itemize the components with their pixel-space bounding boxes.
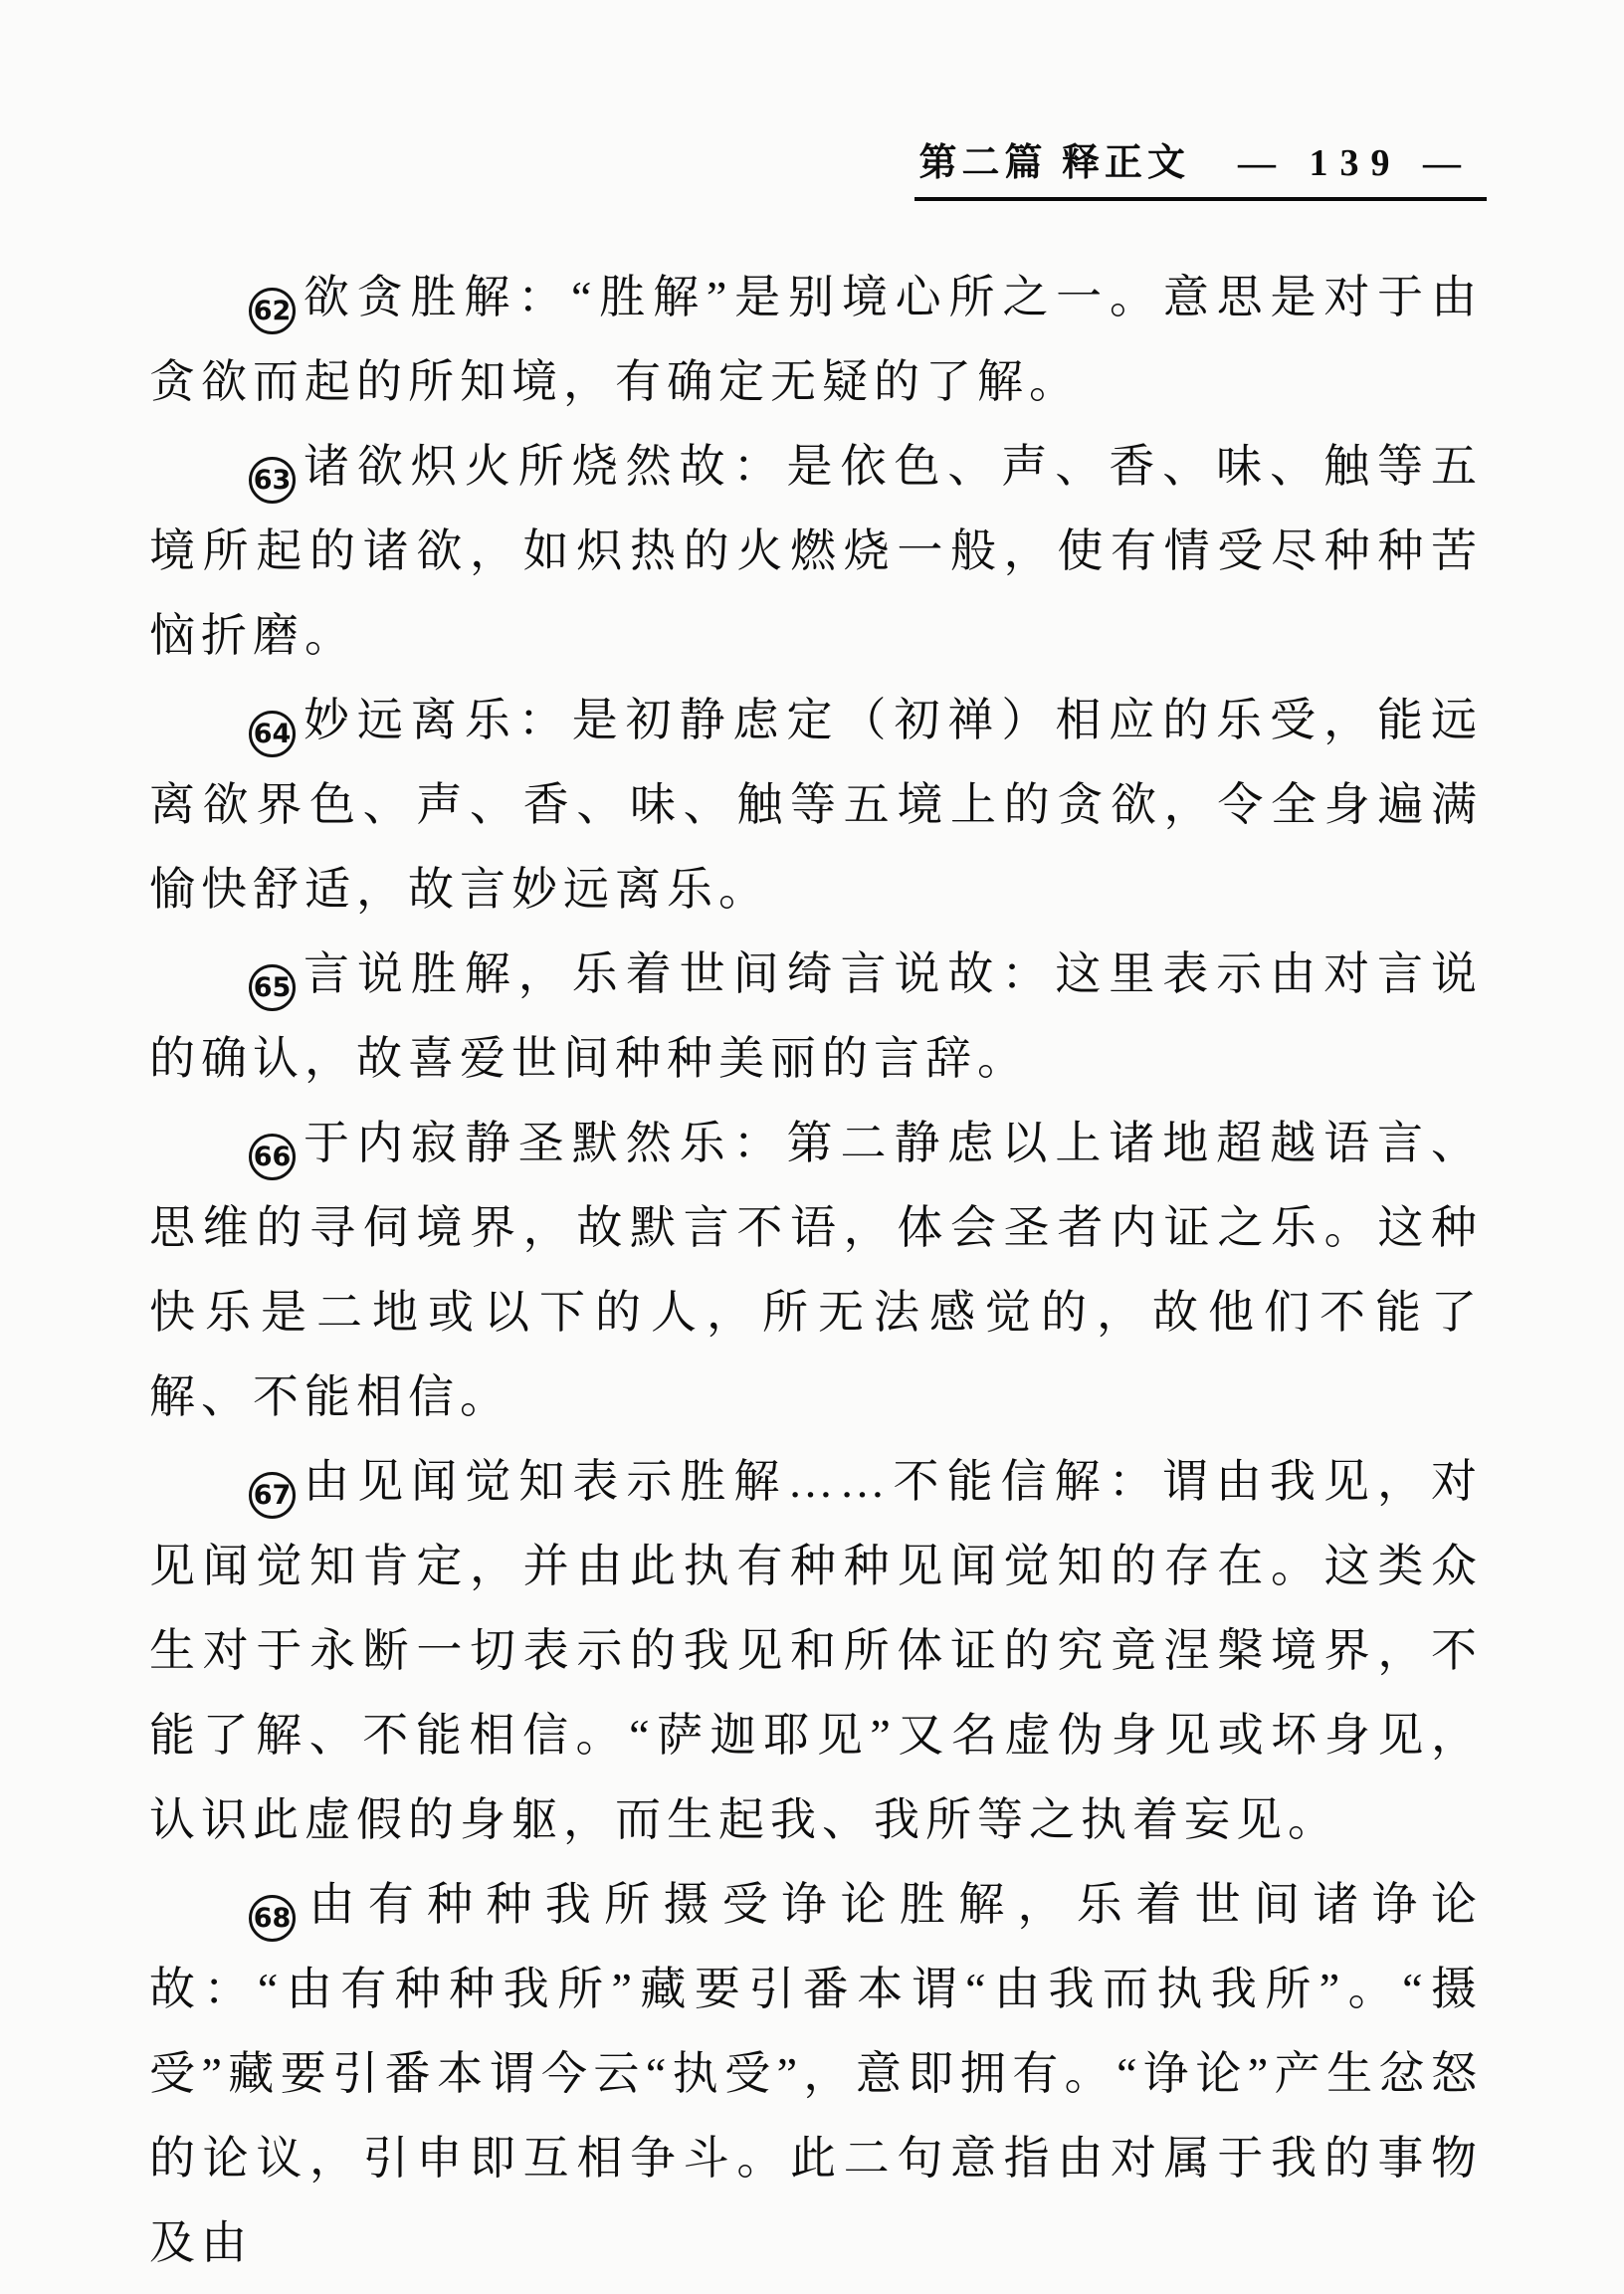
circled-number-68: 68: [249, 1895, 296, 1942]
paragraph-68-text: 由有种种我所摄受诤论胜解，乐着世间诸诤论故：“由有种种我所”藏要引番本谓“由我而执我所”。“摄受”藏要引番本谓今云“执受”，意即拥有。“诤论”产生忿怒的论议，引申即互相争斗。此二句意指由对属于我的事物及由: [149, 1879, 1483, 2268]
paragraph-65-text: 言说胜解，乐着世间绮言说故：这里表示由对言说的确认，故喜爱世间种种美丽的言辞。: [149, 948, 1483, 1084]
circled-number-66: 66: [249, 1134, 296, 1180]
paragraph-64: [149, 678, 1483, 932]
circled-number-64: 64: [249, 711, 296, 757]
body-text: [0, 255, 1624, 2285]
paragraph-62: [149, 255, 1483, 424]
circled-number-65: 65: [249, 964, 296, 1011]
paragraph-67-text: 由见闻觉知表示胜解……不能信解：谓由我见，对见闻觉知肯定，并由此执有种种见闻觉知的存在。这类众生对于永断一切表示的我见和所体证的究竟涅槃境界，不能了解、不能相信。“萨迦耶见”又名虚伪身见或坏身见，认识此虚假的身躯，而生起我、我所等之执着妄见。: [149, 1456, 1483, 1845]
paragraph-68: [149, 1862, 1483, 2285]
paragraph-63: [149, 424, 1483, 678]
paragraph-65: [149, 932, 1483, 1101]
section-title: 第二篇 释正文: [918, 142, 1190, 184]
paragraph-62-text: 欲贪胜解：“胜解”是别境心所之一。意思是对于由贪欲而起的所知境，有确定无疑的了解。: [149, 272, 1483, 407]
running-head: [914, 131, 1487, 201]
paragraph-64-text: 妙远离乐：是初静虑定（初禅）相应的乐受，能远离欲界色、声、香、味、触等五境上的贪欲，令全身遍满愉快舒适，故言妙远离乐。: [149, 695, 1483, 915]
paragraph-67: [149, 1439, 1483, 1862]
circled-number-63: 63: [249, 457, 296, 504]
page-header: [0, 131, 1624, 201]
paragraph-63-text: 诸欲炽火所烧然故：是依色、声、香、味、触等五境所起的诸欲，如炽热的火燃烧一般，使有情受尽种种苦恼折磨。: [149, 441, 1483, 661]
circled-number-67: 67: [249, 1472, 296, 1519]
page-number: — 139 —: [1238, 142, 1473, 184]
circled-number-62: 62: [249, 288, 296, 334]
paragraph-66: [149, 1101, 1483, 1439]
paragraph-66-text: 于内寂静圣默然乐：第二静虑以上诸地超越语言、思维的寻伺境界，故默言不语，体会圣者内证之乐。这种快乐是二地或以下的人，所无法感觉的，故他们不能了解、不能相信。: [149, 1118, 1483, 1422]
